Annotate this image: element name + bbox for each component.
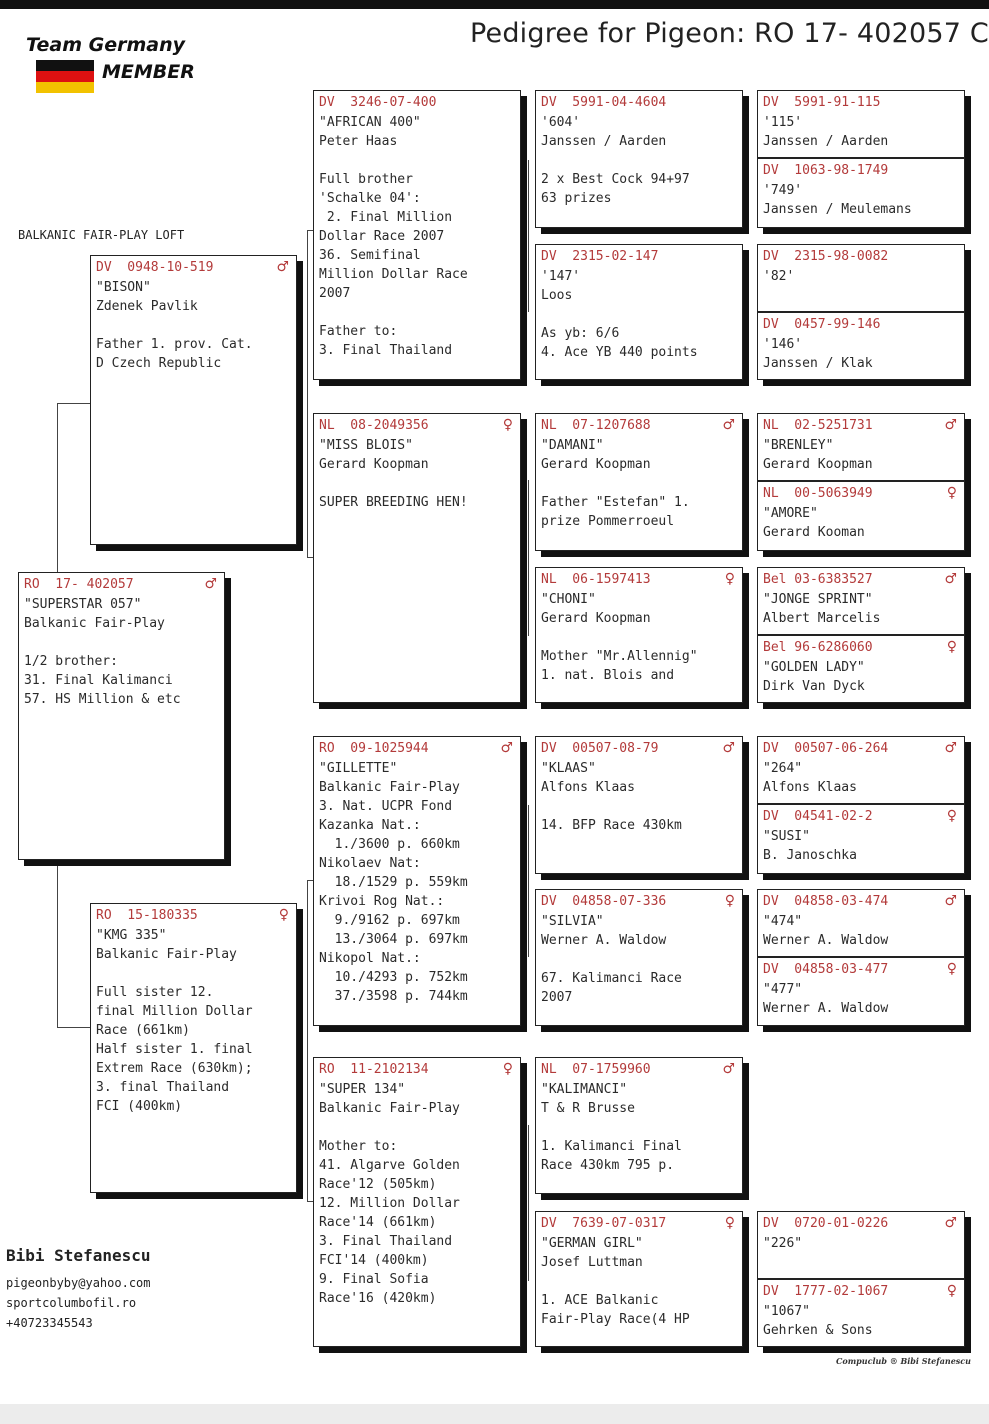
- breeder-name: Bibi Stefanescu: [6, 1246, 151, 1265]
- ring-number: DV 5991-04-4604: [541, 95, 667, 110]
- female-icon: ♀: [946, 961, 957, 977]
- female-icon: ♀: [724, 893, 735, 909]
- footer-credit: Compuclub ® Bibi Stefanescu: [836, 1356, 971, 1366]
- ring-number: DV 0948-10-519 ♂: [96, 259, 289, 275]
- card-text-line: Father 1. prov. Cat.: [96, 337, 253, 352]
- pigeon-card-gen4: [535, 244, 743, 380]
- female-icon: ♀: [946, 1283, 957, 1299]
- card-text-line: [319, 1118, 515, 1137]
- card-text-line: Race'12 (505km): [319, 1177, 437, 1192]
- pigeon-card-gen5: [757, 1211, 965, 1279]
- card-text-line: Gerard Koopman: [541, 611, 651, 626]
- card-text-line: 4. Ace YB 440 points: [541, 345, 698, 360]
- card-text-line: Zdenek Pavlik: [96, 299, 198, 314]
- ring-number: DV 2315-02-147: [541, 249, 659, 264]
- logo-line2: MEMBER: [102, 61, 195, 83]
- pigeon-card-gen5: [757, 312, 965, 380]
- ring-number: DV 3246-07-400: [319, 95, 437, 110]
- card-text-line: 'Schalke 04':: [319, 191, 421, 206]
- pigeon-card-gen4: [535, 413, 743, 551]
- card-text-line: [319, 303, 515, 322]
- card-text-line: "AMORE": [763, 506, 818, 521]
- card-text-line: Father "Estefan" 1.: [541, 495, 690, 510]
- card-text-line: Full brother: [319, 172, 413, 187]
- ring-number: NL 02-5251731 ♂: [763, 417, 957, 433]
- card-text-line: [541, 797, 737, 816]
- card-text-line: prize Pommerroeul: [541, 514, 675, 529]
- card-text-line: 1. nat. Blois and: [541, 668, 675, 683]
- pigeon-card-gen5: [757, 635, 965, 703]
- card-text-line: '147': [541, 269, 581, 284]
- male-icon: ♂: [722, 417, 735, 433]
- male-icon: ♂: [944, 571, 957, 587]
- ring-number: Bel 96-6286060 ♀: [763, 639, 957, 655]
- connector-line: [57, 403, 91, 404]
- card-text-line: Nikopol Nat.:: [319, 951, 421, 966]
- male-icon: ♂: [500, 740, 513, 756]
- ring-number: RO 09-1025944 ♂: [319, 740, 513, 756]
- pigeon-card-dam: [90, 903, 297, 1193]
- card-text-line: 3. final Thailand: [96, 1080, 230, 1095]
- pigeon-card-gen5: [757, 481, 965, 551]
- card-text-line: 63 prizes: [541, 191, 612, 206]
- pigeon-card-gen4: [535, 889, 743, 1026]
- male-icon: ♂: [944, 417, 957, 433]
- male-icon: ♂: [944, 893, 957, 909]
- card-text-line: Extrem Race (630km);: [96, 1061, 253, 1076]
- card-text-line: Dollar Race 2007: [319, 229, 445, 244]
- ring-number: DV 0457-99-146: [763, 317, 881, 332]
- breeder-info: [6, 1246, 151, 1333]
- card-text-line: 2. Final Million: [319, 210, 453, 225]
- card-text-line: [541, 474, 737, 493]
- card-text-line: Race (661km): [96, 1023, 190, 1038]
- card-text-line: [319, 151, 515, 170]
- card-text-line: 12. Million Dollar: [319, 1196, 460, 1211]
- card-text-line: FCI (400km): [96, 1099, 183, 1114]
- pigeon-card-dam-sire: [313, 736, 521, 1026]
- female-icon: ♀: [502, 417, 513, 433]
- ring-number: DV 04858-07-336 ♀: [541, 893, 735, 909]
- card-text-line: [24, 633, 219, 652]
- female-icon: ♀: [502, 1061, 513, 1077]
- pigeon-card-gen5: [757, 1279, 965, 1347]
- card-text-line: "GOLDEN LADY": [763, 660, 865, 675]
- card-text-line: 1./3600 p. 660km: [319, 837, 460, 852]
- card-text-line: "1067": [763, 1304, 810, 1319]
- card-text-line: '115': [763, 115, 803, 130]
- card-text-line: Fair-Play Race(4 HP: [541, 1312, 690, 1327]
- card-text-line: "JONGE SPRINT": [763, 592, 873, 607]
- card-text-line: '749': [763, 183, 803, 198]
- card-text-line: [541, 950, 737, 969]
- breeder-email: pigeonbyby@yahoo.com: [6, 1276, 151, 1290]
- ring-number: RO 11-2102134 ♀: [319, 1061, 513, 1077]
- page-title: Pedigree for Pigeon: RO 17- 402057 C: [470, 18, 989, 49]
- card-text-line: Half sister 1. final: [96, 1042, 253, 1057]
- male-icon: ♂: [722, 1061, 735, 1077]
- card-text-line: "SUPERSTAR 057": [24, 597, 142, 612]
- ring-number: RO 15-180335 ♀: [96, 907, 289, 923]
- pigeon-card-gen5: [757, 736, 965, 804]
- card-text-line: '82': [763, 269, 795, 284]
- card-text-line: Balkanic Fair-Play: [319, 1101, 460, 1116]
- card-text-line: final Million Dollar: [96, 1004, 253, 1019]
- card-text-line: 10./4293 p. 752km: [319, 970, 468, 985]
- female-icon: ♀: [946, 808, 957, 824]
- card-text-line: Janssen / Aarden: [541, 134, 667, 149]
- card-text-line: Janssen / Aarden: [763, 134, 889, 149]
- connector-line: [307, 880, 308, 1202]
- card-text-line: 3. Nat. UCPR Fond: [319, 799, 453, 814]
- card-text-line: Gerard Koopman: [541, 457, 651, 472]
- card-text-line: "MISS BLOIS": [319, 438, 413, 453]
- male-icon: ♂: [722, 740, 735, 756]
- card-text-line: [541, 1118, 737, 1137]
- card-text-line: 41. Algarve Golden: [319, 1158, 460, 1173]
- card-text-line: Josef Luttman: [541, 1255, 643, 1270]
- pigeon-card-gen4: [535, 90, 743, 228]
- ring-number: NL 07-1759960 ♂: [541, 1061, 735, 1077]
- card-text-line: [96, 316, 291, 335]
- loft-name: BALKANIC FAIR-PLAY LOFT: [18, 228, 185, 242]
- ring-number: RO 17- 402057 ♂: [24, 576, 217, 592]
- card-text-line: "264": [763, 761, 803, 776]
- card-text-line: "SILVIA": [541, 914, 604, 929]
- card-text-line: 3. Final Thailand: [319, 343, 453, 358]
- connector-line: [307, 230, 308, 558]
- card-text-line: Gerard Koopman: [319, 457, 429, 472]
- card-text-line: "SUSI": [763, 829, 810, 844]
- card-text-line: Balkanic Fair-Play: [24, 616, 165, 631]
- card-text-line: Gerard Kooman: [763, 525, 865, 540]
- card-text-line: Gerard Koopman: [763, 457, 873, 472]
- male-icon: ♂: [944, 1215, 957, 1231]
- female-icon: ♀: [278, 907, 289, 923]
- card-text-line: 36. Semifinal: [319, 248, 421, 263]
- male-icon: ♂: [204, 576, 217, 592]
- card-text-line: 2 x Best Cock 94+97: [541, 172, 690, 187]
- pigeon-card-gen4: [535, 1211, 743, 1347]
- ring-number: DV 7639-07-0317 ♀: [541, 1215, 735, 1231]
- card-text-line: 3. Final Thailand: [319, 1234, 453, 1249]
- card-text-line: Werner A. Waldow: [763, 1001, 889, 1016]
- card-text-line: Alfons Klaas: [541, 780, 635, 795]
- card-text-line: "BRENLEY": [763, 438, 834, 453]
- card-text-line: 2007: [541, 990, 573, 1005]
- pigeon-card-sire-dam: [313, 413, 521, 703]
- ring-number: DV 0720-01-0226 ♂: [763, 1215, 957, 1231]
- card-text-line: Alfons Klaas: [763, 780, 857, 795]
- team-germany-logo: [26, 34, 226, 98]
- card-text-line: Gehrken & Sons: [763, 1323, 873, 1338]
- connector-line: [57, 1027, 91, 1028]
- card-text-line: 37./3598 p. 744km: [319, 989, 468, 1004]
- pigeon-card-gen5: [757, 804, 965, 874]
- card-text-line: 67. Kalimanci Race: [541, 971, 682, 986]
- female-icon: ♀: [946, 485, 957, 501]
- card-text-line: Werner A. Waldow: [541, 933, 667, 948]
- bottom-bar: [0, 1404, 989, 1424]
- connector-line: [528, 480, 529, 636]
- card-text-line: "477": [763, 982, 803, 997]
- card-text-line: Race'14 (661km): [319, 1215, 437, 1230]
- pigeon-card-gen5: [757, 957, 965, 1026]
- card-text-line: "226": [763, 1236, 803, 1251]
- male-icon: ♂: [944, 740, 957, 756]
- card-text-line: Balkanic Fair-Play: [96, 947, 237, 962]
- card-text-line: "GERMAN GIRL": [541, 1236, 643, 1251]
- card-text-line: "CHONI": [541, 592, 596, 607]
- ring-number: NL 07-1207688 ♂: [541, 417, 735, 433]
- card-text-line: Mother "Mr.Allennig": [541, 649, 698, 664]
- card-text-line: "GILLETTE": [319, 761, 398, 776]
- card-text-line: "KMG 335": [96, 928, 167, 943]
- card-text-line: Albert Marcelis: [763, 611, 881, 626]
- card-text-line: 57. HS Million & etc: [24, 692, 181, 707]
- card-text-line: 1. ACE Balkanic: [541, 1293, 659, 1308]
- ring-number: NL 00-5063949 ♀: [763, 485, 957, 501]
- card-text-line: Million Dollar Race: [319, 267, 468, 282]
- card-text-line: FCI'14 (400km): [319, 1253, 429, 1268]
- pigeon-card-gen5: [757, 413, 965, 481]
- pigeon-card-gen4: [535, 736, 743, 874]
- male-icon: ♂: [276, 259, 289, 275]
- connector-line: [57, 860, 58, 1028]
- card-text-line: 18./1529 p. 559km: [319, 875, 468, 890]
- card-text-line: Krivoi Rog Nat.:: [319, 894, 445, 909]
- card-text-line: Balkanic Fair-Play: [319, 780, 460, 795]
- connector-line: [528, 160, 529, 312]
- card-text-line: [541, 151, 737, 170]
- card-text-line: '604': [541, 115, 581, 130]
- card-text-line: Full sister 12.: [96, 985, 214, 1000]
- ring-number: DV 04858-03-474 ♂: [763, 893, 957, 909]
- breeder-website: sportcolumbofil.ro: [6, 1296, 137, 1310]
- card-text-line: "SUPER 134": [319, 1082, 406, 1097]
- card-text-line: Janssen / Meulemans: [763, 202, 912, 217]
- card-text-line: Nikolaev Nat:: [319, 856, 421, 871]
- card-text-line: 9. Final Sofia: [319, 1272, 429, 1287]
- card-text-line: Mother to:: [319, 1139, 398, 1154]
- card-text-line: 2007: [319, 286, 351, 301]
- pigeon-card-gen5: [757, 90, 965, 158]
- card-text-line: "AFRICAN 400": [319, 115, 421, 130]
- card-text-line: 1. Kalimanci Final: [541, 1139, 682, 1154]
- pigeon-card-gen5: [757, 889, 965, 957]
- card-text-line: "BISON": [96, 280, 151, 295]
- card-text-line: Loos: [541, 288, 573, 303]
- card-text-line: 9./9162 p. 697km: [319, 913, 460, 928]
- female-icon: ♀: [724, 1215, 735, 1231]
- connector-line: [528, 805, 529, 957]
- pigeon-card-sire: [90, 255, 297, 545]
- logo-line1: Team Germany: [26, 34, 186, 56]
- card-text-line: 1/2 brother:: [24, 654, 118, 669]
- german-flag-icon: [36, 60, 94, 93]
- connector-line: [528, 1125, 529, 1281]
- ring-number: DV 1777-02-1067 ♀: [763, 1283, 957, 1299]
- card-text-line: "DAMANI": [541, 438, 604, 453]
- pigeon-card-gen5: [757, 158, 965, 228]
- ring-number: DV 1063-98-1749: [763, 163, 889, 178]
- card-text-line: As yb: 6/6: [541, 326, 620, 341]
- card-text-line: Race 430km 795 p.: [541, 1158, 675, 1173]
- card-text-line: [541, 1272, 737, 1291]
- pigeon-card-gen4: [535, 567, 743, 703]
- pigeon-card-subject: [18, 572, 225, 860]
- card-text-line: Dirk Van Dyck: [763, 679, 865, 694]
- ring-number: NL 08-2049356 ♀: [319, 417, 513, 433]
- female-icon: ♀: [946, 639, 957, 655]
- card-text-line: Kazanka Nat.:: [319, 818, 421, 833]
- ring-number: DV 04541-02-2 ♀: [763, 808, 957, 824]
- card-text-line: Race'16 (420km): [319, 1291, 437, 1306]
- card-text-line: Janssen / Klak: [763, 356, 873, 371]
- card-text-line: [319, 474, 515, 493]
- pigeon-card-gen4: [535, 1057, 743, 1194]
- pigeon-card-gen5: [757, 244, 965, 312]
- pigeon-card-sire-sire: [313, 90, 521, 380]
- card-text-line: [541, 628, 737, 647]
- female-icon: ♀: [724, 571, 735, 587]
- card-text-line: "KALIMANCI": [541, 1082, 628, 1097]
- card-text-line: "KLAAS": [541, 761, 596, 776]
- ring-number: Bel 03-6383527 ♂: [763, 571, 957, 587]
- connector-line: [57, 403, 58, 573]
- ring-number: DV 5991-91-115: [763, 95, 881, 110]
- card-text-line: [541, 305, 737, 324]
- card-text-line: 14. BFP Race 430km: [541, 818, 682, 833]
- card-text-line: SUPER BREEDING HEN!: [319, 495, 468, 510]
- card-text-line: '146': [763, 337, 803, 352]
- pigeon-card-dam-dam: [313, 1057, 521, 1347]
- card-text-line: [96, 964, 291, 983]
- card-text-line: Peter Haas: [319, 134, 398, 149]
- ring-number: DV 00507-06-264 ♂: [763, 740, 957, 756]
- card-text-line: 13./3064 p. 697km: [319, 932, 468, 947]
- card-text-line: B. Janoschka: [763, 848, 857, 863]
- ring-number: DV 2315-98-0082: [763, 249, 889, 264]
- pigeon-card-gen5: [757, 567, 965, 635]
- breeder-phone: +40723345543: [6, 1316, 93, 1330]
- top-border: [0, 0, 989, 9]
- ring-number: NL 06-1597413 ♀: [541, 571, 735, 587]
- ring-number: DV 04858-03-477 ♀: [763, 961, 957, 977]
- card-text-line: D Czech Republic: [96, 356, 222, 371]
- ring-number: DV 00507-08-79 ♂: [541, 740, 735, 756]
- card-text-line: T & R Brusse: [541, 1101, 635, 1116]
- card-text-line: Father to:: [319, 324, 398, 339]
- card-text-line: "474": [763, 914, 803, 929]
- card-text-line: Werner A. Waldow: [763, 933, 889, 948]
- card-text-line: 31. Final Kalimanci: [24, 673, 173, 688]
